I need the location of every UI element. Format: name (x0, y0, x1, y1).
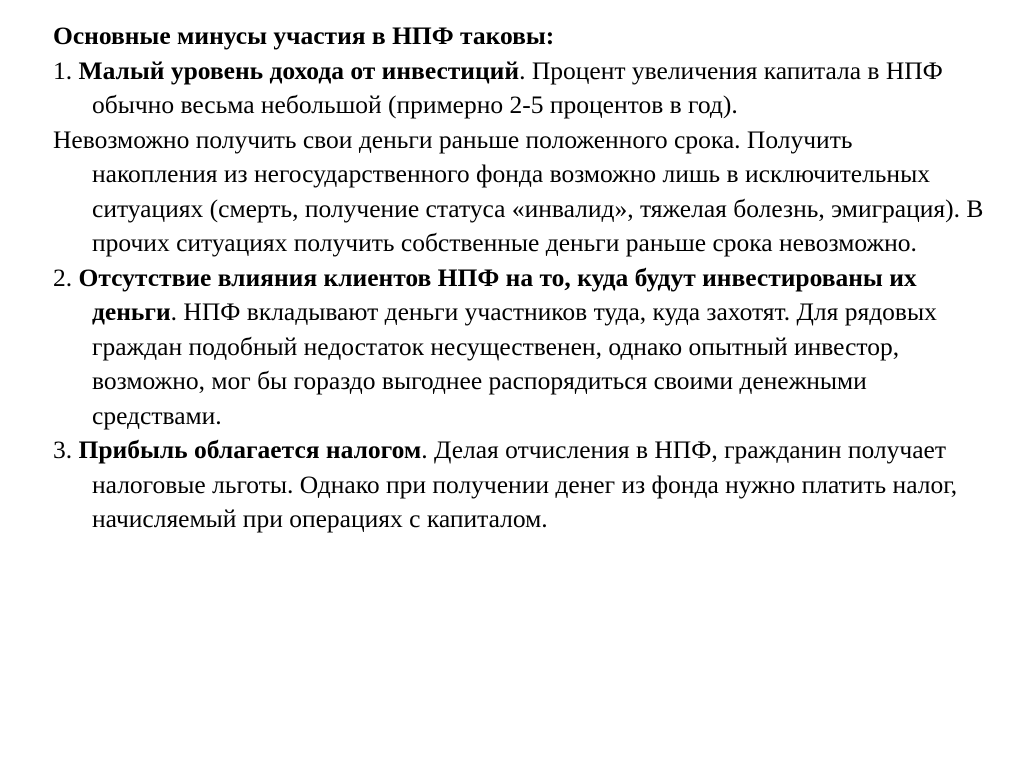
item-bold-text: Отсутствие влияния клиентов НПФ на то, куда будут инвестированы их деньги (78, 262, 917, 326)
item-bold-text: Прибыль облагается налогом (78, 435, 422, 464)
item-number: 2. (53, 262, 79, 292)
list-item-3 (53, 433, 984, 537)
item-text: . Процент увеличения капитала в НПФ обычно весьма небольшой (примерно 2-5 процентов в год). (92, 55, 943, 119)
item-text: Невозможно получить свои деньги раньше положенного срока. Получить накопления из негосударственного фонда возможно лишь в исключительных ситуациях (смерть, получение статуса «инвалид», тяжелая болезнь, эмиграция). В прочих ситуациях получить собственные деньги раньше срока невозможно. (53, 124, 984, 257)
item-text: . НПФ вкладывают деньги участников туда, куда захотят. Для рядовых граждан подобный недостаток несущественен, однако опытный инвестор, возможно, мог бы гораздо выгоднее распорядиться своими денежными средствами. (92, 297, 937, 430)
item-text: . Делая отчисления в НПФ, гражданин получает налоговые льготы. Однако при получении денег из фонда нужно платить налог, начисляемый при операциях с капиталом. (92, 435, 958, 533)
list-item-early-withdrawal (53, 123, 984, 261)
item-number: 1. (53, 55, 79, 85)
item-bold-text: Малый уровень дохода от инвестиций (78, 55, 520, 85)
item-number: 3. (53, 435, 79, 464)
slide-heading: Основные минусы участия в НПФ таковы: (53, 21, 555, 50)
list-item-1 (53, 54, 984, 123)
list-item-2 (53, 261, 984, 434)
